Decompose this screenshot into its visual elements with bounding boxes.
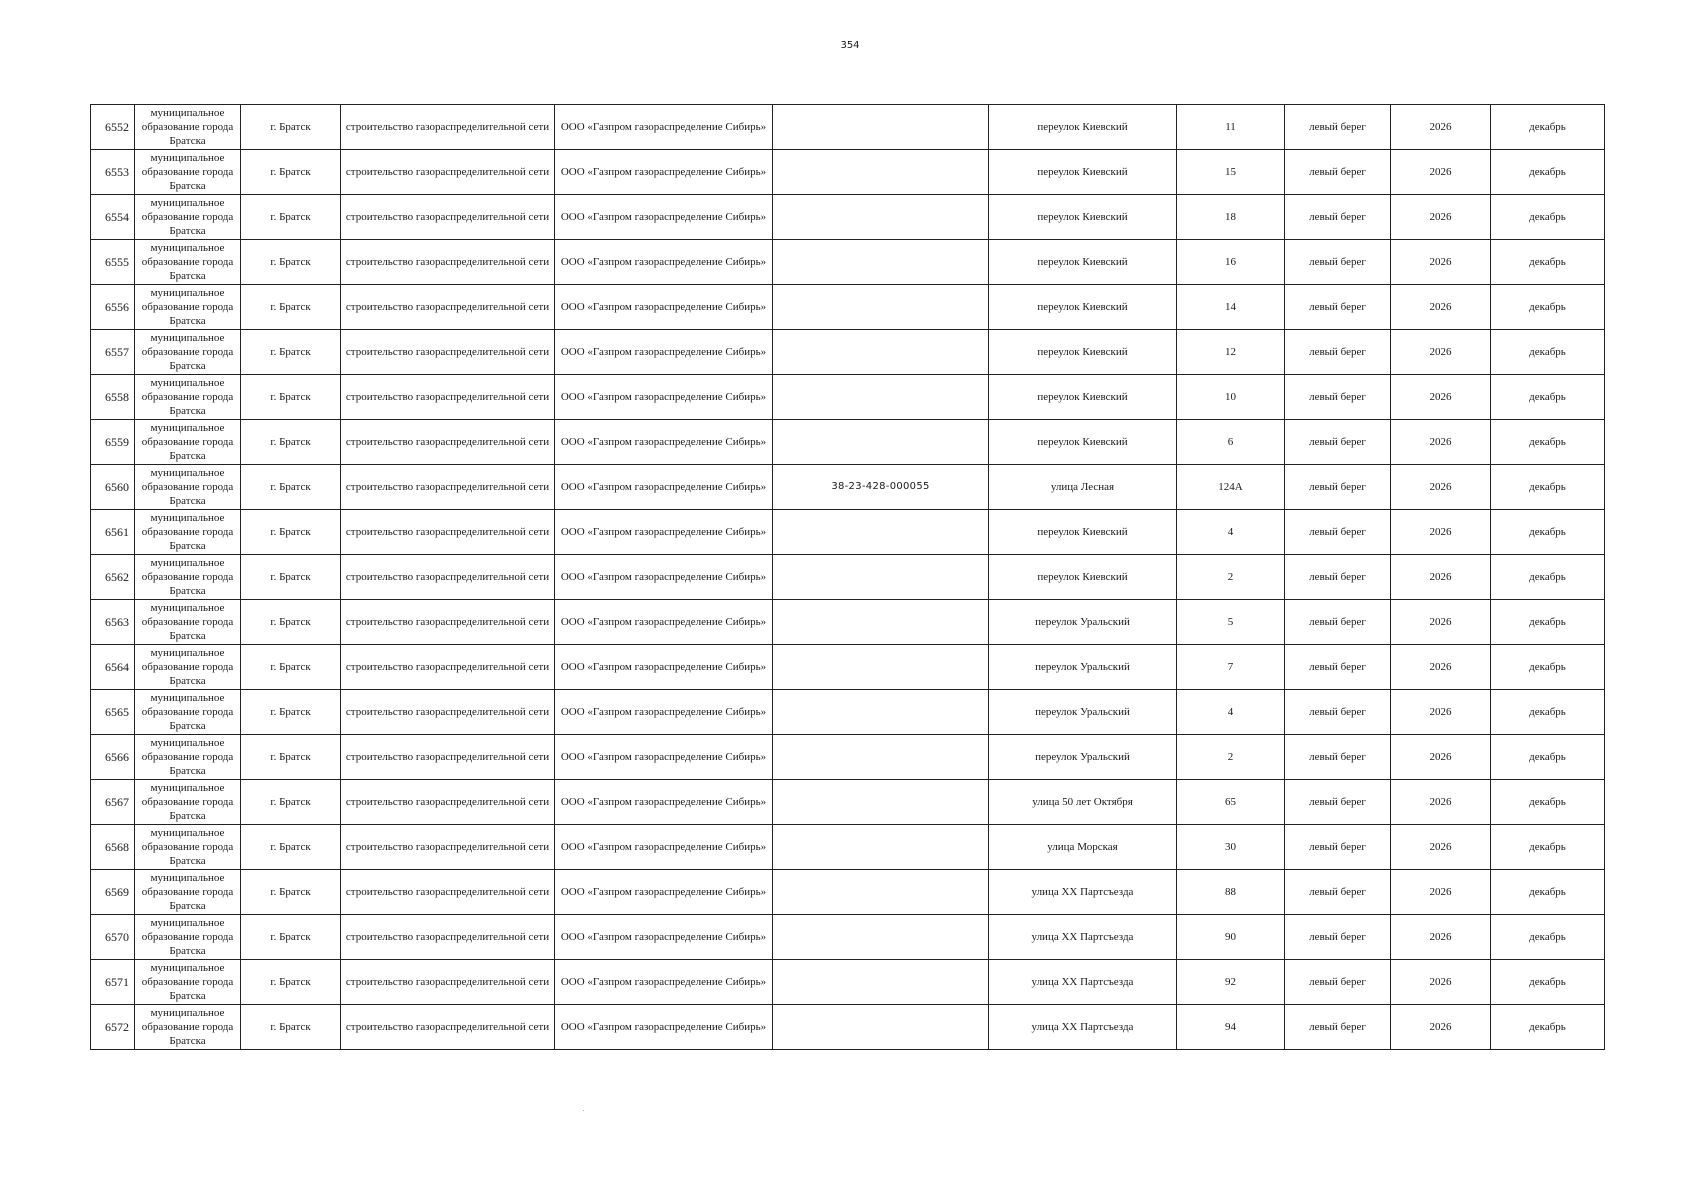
row-number-cell: 6570 (91, 915, 135, 960)
house-number-cell: 124А (1177, 465, 1285, 510)
organization-cell: ООО «Газпром газораспределение Сибирь» (555, 240, 773, 285)
river-bank-cell: левый берег (1285, 1005, 1391, 1050)
city-cell: г. Братск (241, 825, 341, 870)
month-cell: декабрь (1491, 825, 1605, 870)
river-bank-cell: левый берег (1285, 825, 1391, 870)
row-number-cell: 6555 (91, 240, 135, 285)
street-cell: переулок Киевский (989, 285, 1177, 330)
month-cell: декабрь (1491, 780, 1605, 825)
municipality-cell: муниципальное образование города Братска (135, 960, 241, 1005)
cadastral-number-cell (773, 105, 989, 150)
municipality-cell: муниципальное образование города Братска (135, 285, 241, 330)
municipality-cell: муниципальное образование города Братска (135, 420, 241, 465)
month-cell: декабрь (1491, 510, 1605, 555)
row-number-cell: 6572 (91, 1005, 135, 1050)
cadastral-number-cell (773, 1005, 989, 1050)
house-number-cell: 65 (1177, 780, 1285, 825)
organization-cell: ООО «Газпром газораспределение Сибирь» (555, 285, 773, 330)
house-number-cell: 90 (1177, 915, 1285, 960)
table-row (91, 1005, 1605, 1050)
organization-cell: ООО «Газпром газораспределение Сибирь» (555, 1005, 773, 1050)
year-cell: 2026 (1391, 330, 1491, 375)
organization-cell: ООО «Газпром газораспределение Сибирь» (555, 825, 773, 870)
municipality-cell: муниципальное образование города Братска (135, 195, 241, 240)
year-cell: 2026 (1391, 870, 1491, 915)
organization-cell: ООО «Газпром газораспределение Сибирь» (555, 780, 773, 825)
river-bank-cell: левый берег (1285, 420, 1391, 465)
municipality-cell: муниципальное образование города Братска (135, 510, 241, 555)
street-cell: переулок Киевский (989, 330, 1177, 375)
row-number-cell: 6568 (91, 825, 135, 870)
month-cell: декабрь (1491, 195, 1605, 240)
table-row (91, 825, 1605, 870)
house-number-cell: 5 (1177, 600, 1285, 645)
cadastral-number-cell (773, 735, 989, 780)
cadastral-number-cell (773, 600, 989, 645)
river-bank-cell: левый берег (1285, 735, 1391, 780)
cadastral-number-cell (773, 150, 989, 195)
municipality-cell: муниципальное образование города Братска (135, 825, 241, 870)
river-bank-cell: левый берег (1285, 240, 1391, 285)
city-cell: г. Братск (241, 105, 341, 150)
city-cell: г. Братск (241, 420, 341, 465)
table-row (91, 465, 1605, 510)
work-type-cell: строительство газораспределительной сети (341, 960, 555, 1005)
year-cell: 2026 (1391, 420, 1491, 465)
year-cell: 2026 (1391, 645, 1491, 690)
city-cell: г. Братск (241, 780, 341, 825)
row-number-cell: 6558 (91, 375, 135, 420)
row-number-cell: 6559 (91, 420, 135, 465)
row-number-cell: 6561 (91, 510, 135, 555)
city-cell: г. Братск (241, 150, 341, 195)
cadastral-number-cell (773, 690, 989, 735)
street-cell: переулок Киевский (989, 420, 1177, 465)
work-type-cell: строительство газораспределительной сети (341, 915, 555, 960)
organization-cell: ООО «Газпром газораспределение Сибирь» (555, 420, 773, 465)
row-number-cell: 6554 (91, 195, 135, 240)
city-cell: г. Братск (241, 690, 341, 735)
house-number-cell: 4 (1177, 510, 1285, 555)
work-type-cell: строительство газораспределительной сети (341, 285, 555, 330)
row-number-cell: 6571 (91, 960, 135, 1005)
house-number-cell: 10 (1177, 375, 1285, 420)
work-type-cell: строительство газораспределительной сети (341, 1005, 555, 1050)
cadastral-number-cell (773, 825, 989, 870)
work-type-cell: строительство газораспределительной сети (341, 690, 555, 735)
work-type-cell: строительство газораспределительной сети (341, 105, 555, 150)
table-row (91, 735, 1605, 780)
table-row (91, 105, 1605, 150)
house-number-cell: 14 (1177, 285, 1285, 330)
city-cell: г. Братск (241, 240, 341, 285)
street-cell: переулок Киевский (989, 105, 1177, 150)
river-bank-cell: левый берег (1285, 105, 1391, 150)
cadastral-number-cell (773, 375, 989, 420)
table-row (91, 600, 1605, 645)
work-type-cell: строительство газораспределительной сети (341, 330, 555, 375)
river-bank-cell: левый берег (1285, 285, 1391, 330)
organization-cell: ООО «Газпром газораспределение Сибирь» (555, 465, 773, 510)
month-cell: декабрь (1491, 1005, 1605, 1050)
river-bank-cell: левый берег (1285, 375, 1391, 420)
year-cell: 2026 (1391, 105, 1491, 150)
city-cell: г. Братск (241, 735, 341, 780)
table-row (91, 330, 1605, 375)
cadastral-number-cell (773, 285, 989, 330)
work-type-cell: строительство газораспределительной сети (341, 555, 555, 600)
year-cell: 2026 (1391, 375, 1491, 420)
street-cell: улица Морская (989, 825, 1177, 870)
municipality-cell: муниципальное образование города Братска (135, 465, 241, 510)
house-number-cell: 4 (1177, 690, 1285, 735)
year-cell: 2026 (1391, 915, 1491, 960)
year-cell: 2026 (1391, 285, 1491, 330)
river-bank-cell: левый берег (1285, 510, 1391, 555)
year-cell: 2026 (1391, 240, 1491, 285)
scan-speck (583, 1110, 584, 1111)
river-bank-cell: левый берег (1285, 600, 1391, 645)
work-type-cell: строительство газораспределительной сети (341, 870, 555, 915)
work-type-cell: строительство газораспределительной сети (341, 645, 555, 690)
work-type-cell: строительство газораспределительной сети (341, 420, 555, 465)
row-number-cell: 6566 (91, 735, 135, 780)
row-number-cell: 6564 (91, 645, 135, 690)
river-bank-cell: левый берег (1285, 780, 1391, 825)
house-number-cell: 94 (1177, 1005, 1285, 1050)
river-bank-cell: левый берег (1285, 915, 1391, 960)
page-number: 354 (840, 40, 860, 51)
house-number-cell: 15 (1177, 150, 1285, 195)
cadastral-number-cell (773, 330, 989, 375)
month-cell: декабрь (1491, 600, 1605, 645)
row-number-cell: 6567 (91, 780, 135, 825)
street-cell: улица Лесная (989, 465, 1177, 510)
row-number-cell: 6556 (91, 285, 135, 330)
year-cell: 2026 (1391, 960, 1491, 1005)
row-number-cell: 6552 (91, 105, 135, 150)
street-cell: переулок Киевский (989, 510, 1177, 555)
table-row (91, 510, 1605, 555)
row-number-cell: 6557 (91, 330, 135, 375)
river-bank-cell: левый берег (1285, 150, 1391, 195)
municipality-cell: муниципальное образование города Братска (135, 375, 241, 420)
city-cell: г. Братск (241, 510, 341, 555)
organization-cell: ООО «Газпром газораспределение Сибирь» (555, 870, 773, 915)
city-cell: г. Братск (241, 960, 341, 1005)
table-row (91, 285, 1605, 330)
year-cell: 2026 (1391, 195, 1491, 240)
municipality-cell: муниципальное образование города Братска (135, 105, 241, 150)
municipality-cell: муниципальное образование города Братска (135, 555, 241, 600)
row-number-cell: 6565 (91, 690, 135, 735)
house-number-cell: 30 (1177, 825, 1285, 870)
month-cell: декабрь (1491, 870, 1605, 915)
table-row (91, 690, 1605, 735)
municipality-cell: муниципальное образование города Братска (135, 1005, 241, 1050)
street-cell: улица XX Партсъезда (989, 870, 1177, 915)
organization-cell: ООО «Газпром газораспределение Сибирь» (555, 645, 773, 690)
city-cell: г. Братск (241, 645, 341, 690)
house-number-cell: 2 (1177, 555, 1285, 600)
year-cell: 2026 (1391, 510, 1491, 555)
municipality-cell: муниципальное образование города Братска (135, 240, 241, 285)
row-number-cell: 6563 (91, 600, 135, 645)
work-type-cell: строительство газораспределительной сети (341, 375, 555, 420)
municipality-cell: муниципальное образование города Братска (135, 150, 241, 195)
river-bank-cell: левый берег (1285, 645, 1391, 690)
cadastral-number-cell (773, 915, 989, 960)
month-cell: декабрь (1491, 105, 1605, 150)
work-type-cell: строительство газораспределительной сети (341, 510, 555, 555)
table-row (91, 780, 1605, 825)
city-cell: г. Братск (241, 285, 341, 330)
gas-network-table (90, 104, 1605, 1050)
row-number-cell: 6562 (91, 555, 135, 600)
house-number-cell: 6 (1177, 420, 1285, 465)
street-cell: улица XX Партсъезда (989, 1005, 1177, 1050)
organization-cell: ООО «Газпром газораспределение Сибирь» (555, 510, 773, 555)
house-number-cell: 92 (1177, 960, 1285, 1005)
municipality-cell: муниципальное образование города Братска (135, 735, 241, 780)
organization-cell: ООО «Газпром газораспределение Сибирь» (555, 195, 773, 240)
cadastral-number-cell (773, 195, 989, 240)
street-cell: переулок Киевский (989, 375, 1177, 420)
month-cell: декабрь (1491, 465, 1605, 510)
river-bank-cell: левый берег (1285, 690, 1391, 735)
street-cell: улица XX Партсъезда (989, 960, 1177, 1005)
house-number-cell: 18 (1177, 195, 1285, 240)
river-bank-cell: левый берег (1285, 330, 1391, 375)
house-number-cell: 2 (1177, 735, 1285, 780)
work-type-cell: строительство газораспределительной сети (341, 825, 555, 870)
organization-cell: ООО «Газпром газораспределение Сибирь» (555, 600, 773, 645)
month-cell: декабрь (1491, 555, 1605, 600)
table-row (91, 240, 1605, 285)
city-cell: г. Братск (241, 915, 341, 960)
cadastral-number-cell (773, 870, 989, 915)
city-cell: г. Братск (241, 375, 341, 420)
city-cell: г. Братск (241, 600, 341, 645)
work-type-cell: строительство газораспределительной сети (341, 780, 555, 825)
year-cell: 2026 (1391, 600, 1491, 645)
month-cell: декабрь (1491, 330, 1605, 375)
municipality-cell: муниципальное образование города Братска (135, 780, 241, 825)
street-cell: улица XX Партсъезда (989, 915, 1177, 960)
table-row (91, 555, 1605, 600)
month-cell: декабрь (1491, 735, 1605, 780)
river-bank-cell: левый берег (1285, 195, 1391, 240)
cadastral-number-cell: 38-23-428-000055 (773, 465, 989, 510)
house-number-cell: 16 (1177, 240, 1285, 285)
street-cell: переулок Уральский (989, 690, 1177, 735)
street-cell: переулок Киевский (989, 240, 1177, 285)
cadastral-number-cell (773, 960, 989, 1005)
cadastral-number-cell (773, 555, 989, 600)
table-row (91, 960, 1605, 1005)
table-row (91, 645, 1605, 690)
month-cell: декабрь (1491, 690, 1605, 735)
river-bank-cell: левый берег (1285, 555, 1391, 600)
year-cell: 2026 (1391, 1005, 1491, 1050)
city-cell: г. Братск (241, 1005, 341, 1050)
table-row (91, 195, 1605, 240)
year-cell: 2026 (1391, 825, 1491, 870)
river-bank-cell: левый берег (1285, 960, 1391, 1005)
work-type-cell: строительство газораспределительной сети (341, 150, 555, 195)
month-cell: декабрь (1491, 240, 1605, 285)
month-cell: декабрь (1491, 915, 1605, 960)
street-cell: переулок Уральский (989, 645, 1177, 690)
organization-cell: ООО «Газпром газораспределение Сибирь» (555, 375, 773, 420)
city-cell: г. Братск (241, 870, 341, 915)
cadastral-number-cell (773, 780, 989, 825)
table-row (91, 150, 1605, 195)
municipality-cell: муниципальное образование города Братска (135, 870, 241, 915)
table-row (91, 375, 1605, 420)
work-type-cell: строительство газораспределительной сети (341, 195, 555, 240)
organization-cell: ООО «Газпром газораспределение Сибирь» (555, 690, 773, 735)
month-cell: декабрь (1491, 150, 1605, 195)
street-cell: переулок Уральский (989, 735, 1177, 780)
year-cell: 2026 (1391, 555, 1491, 600)
month-cell: декабрь (1491, 960, 1605, 1005)
year-cell: 2026 (1391, 780, 1491, 825)
cadastral-number-cell (773, 510, 989, 555)
organization-cell: ООО «Газпром газораспределение Сибирь» (555, 330, 773, 375)
city-cell: г. Братск (241, 330, 341, 375)
street-cell: переулок Киевский (989, 555, 1177, 600)
row-number-cell: 6569 (91, 870, 135, 915)
table-row (91, 870, 1605, 915)
house-number-cell: 12 (1177, 330, 1285, 375)
street-cell: улица 50 лет Октября (989, 780, 1177, 825)
table-row (91, 915, 1605, 960)
municipality-cell: муниципальное образование города Братска (135, 690, 241, 735)
municipality-cell: муниципальное образование города Братска (135, 915, 241, 960)
house-number-cell: 7 (1177, 645, 1285, 690)
river-bank-cell: левый берег (1285, 465, 1391, 510)
month-cell: декабрь (1491, 375, 1605, 420)
work-type-cell: строительство газораспределительной сети (341, 600, 555, 645)
city-cell: г. Братск (241, 555, 341, 600)
row-number-cell: 6560 (91, 465, 135, 510)
work-type-cell: строительство газораспределительной сети (341, 735, 555, 780)
work-type-cell: строительство газораспределительной сети (341, 240, 555, 285)
cadastral-number-cell (773, 645, 989, 690)
month-cell: декабрь (1491, 645, 1605, 690)
organization-cell: ООО «Газпром газораспределение Сибирь» (555, 735, 773, 780)
organization-cell: ООО «Газпром газораспределение Сибирь» (555, 960, 773, 1005)
year-cell: 2026 (1391, 465, 1491, 510)
year-cell: 2026 (1391, 150, 1491, 195)
cadastral-number-cell (773, 240, 989, 285)
year-cell: 2026 (1391, 735, 1491, 780)
organization-cell: ООО «Газпром газораспределение Сибирь» (555, 555, 773, 600)
organization-cell: ООО «Газпром газораспределение Сибирь» (555, 150, 773, 195)
municipality-cell: муниципальное образование города Братска (135, 645, 241, 690)
work-type-cell: строительство газораспределительной сети (341, 465, 555, 510)
table-row (91, 420, 1605, 465)
river-bank-cell: левый берег (1285, 870, 1391, 915)
house-number-cell: 11 (1177, 105, 1285, 150)
month-cell: декабрь (1491, 420, 1605, 465)
row-number-cell: 6553 (91, 150, 135, 195)
city-cell: г. Братск (241, 465, 341, 510)
month-cell: декабрь (1491, 285, 1605, 330)
street-cell: переулок Киевский (989, 150, 1177, 195)
municipality-cell: муниципальное образование города Братска (135, 330, 241, 375)
organization-cell: ООО «Газпром газораспределение Сибирь» (555, 105, 773, 150)
house-number-cell: 88 (1177, 870, 1285, 915)
municipality-cell: муниципальное образование города Братска (135, 600, 241, 645)
city-cell: г. Братск (241, 195, 341, 240)
organization-cell: ООО «Газпром газораспределение Сибирь» (555, 915, 773, 960)
street-cell: переулок Киевский (989, 195, 1177, 240)
street-cell: переулок Уральский (989, 600, 1177, 645)
year-cell: 2026 (1391, 690, 1491, 735)
cadastral-number-cell (773, 420, 989, 465)
